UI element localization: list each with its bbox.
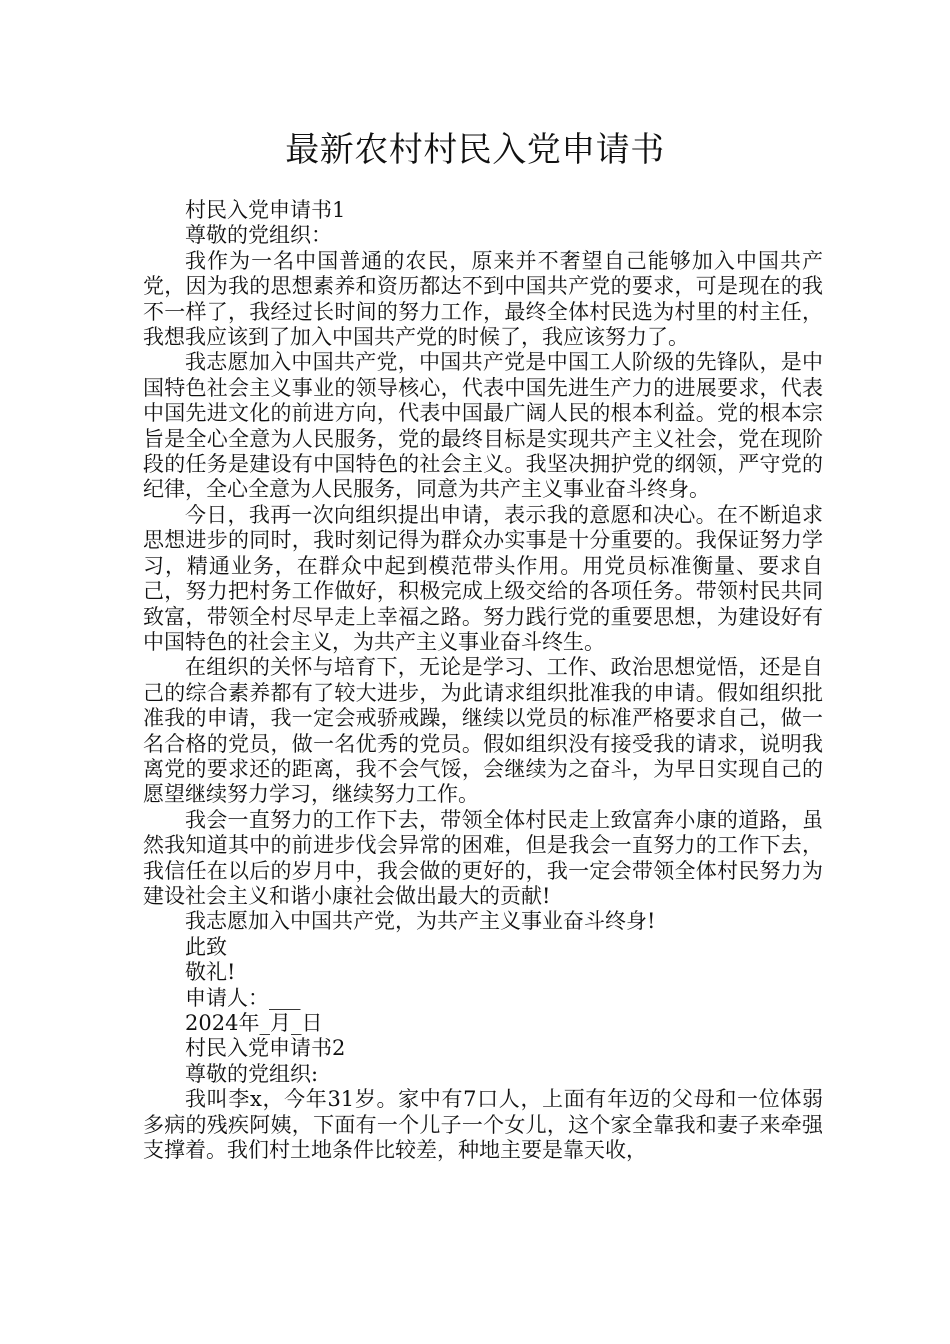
body-paragraph: 我会一直努力的工作下去，带领全体村民走上致富奔小康的道路，虽然我知道其中的前进步伐会异常的困难，但是我会一直努力的工作下去，我信任在以后的岁月中，我会做的更好的，我一定会带领全体村民努力为建设社会主义和谐小康社会做出最大的贡献! [143, 807, 823, 908]
pledge-line: 我志愿加入中国共产党，为共产主义事业奋斗终身! [185, 909, 656, 934]
closing-jingli: 敬礼! [185, 960, 236, 985]
closing-cizhi: 此致 [185, 934, 227, 959]
body-paragraph: 我作为一名中国普通的农民，原来并不奢望自己能够加入中国共产党，因为我的思想素养和资历都达不到中国共产党的要求，可是现在的我不一样了，我经过长时间的努力工作，最终全体村民选为村里的村主任，我想我应该到了加入中国共产党的时候了，我应该努力了。 [143, 248, 823, 350]
applicant-line: 申请人：___ [185, 985, 301, 1010]
document-title: 最新农村村民入党申请书 [285, 130, 665, 170]
date-line: 2024年_月_日 [185, 1011, 323, 1035]
section-heading-2: 村民入党申请书2 [185, 1036, 346, 1061]
body-paragraph: 我叫李x，今年31岁。家中有7口人，上面有年迈的父母和一位体弱多病的残疾阿姨，下面有一个儿子一个女儿，这个家全靠我和妻子来牵强支撑着。我们村土地条件比较差，种地主要是靠天收， [143, 1087, 823, 1163]
body-paragraph: 在组织的关怀与培育下，无论是学习、工作、政治思想觉悟，还是自己的综合素养都有了较大进步，为此请求组织批准我的申请。假如组织批准我的申请，我一定会戒骄戒躁，继续以党员的标准严格要求自己，做一名合格的党员，做一名优秀的党员。假如组织没有接受我的请求，说明我离党的要求还的距离，我不会气馁，会继续为之奋斗，为早日实现自己的愿望继续努力学习，继续努力工作。 [143, 655, 823, 807]
body-paragraph: 今日，我再一次向组织提出申请，表示我的意愿和决心。在不断追求思想进步的同时，我时刻记得为群众办实事是十分重要的。我保证努力学习，精通业务，在群众中起到模范带头作用。用党员标准衡量、要求自己，努力把村务工作做好，积极完成上级交给的各项任务。带领村民共同致富，带领全村尽早走上幸福之路。努力践行党的重要思想，为建设好有中国特色的社会主义，为共产主义事业奋斗终生。 [143, 502, 823, 654]
section-heading-1: 村民入党申请书1 [185, 198, 346, 222]
body-paragraph: 我志愿加入中国共产党，中国共产党是中国工人阶级的先锋队，是中国特色社会主义事业的领导核心，代表中国先进生产力的进展要求，代表中国先进文化的前进方向，代表中国最广阔人民的根本利益。党的根本宗旨是全心全意为人民服务，党的最终目标是实现共产主义社会，党在现阶段的任务是建设有中国特色的社会主义。我坚决拥护党的纲领，严守党的纪律，全心全意为人民服务，同意为共产主义事业奋斗终身。 [143, 350, 823, 502]
document-body [143, 198, 823, 1163]
salutation-2: 尊敬的党组织: [185, 1061, 319, 1086]
salutation-1: 尊敬的党组织： [185, 223, 332, 248]
